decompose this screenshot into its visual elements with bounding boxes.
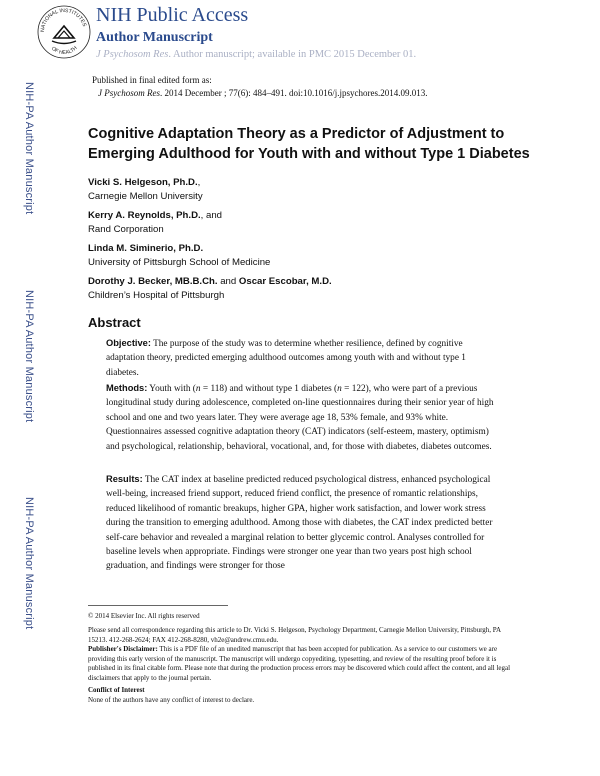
- svg-text:OF HEALTH: [50, 45, 79, 56]
- author-block: [88, 275, 332, 303]
- results-text: The CAT index at baseline predicted reduced psychological distress, enhanced psychological well-being, increased friend support, reduced friend conflict, the presence of romantic relationships, reduced likelihood of romantic breakups, higher GPA, higher work satisfaction, and lower work stress during the transition to emerging adulthood. Among those with diabetes, the CAT index predicted better self-care behavior and revealed a marginal relation to better glycemic control. Analyses controlled for baseline levels when appropriate. Findings were stronger one year than two years post high school graduation, and findings were stronger for those: [106, 475, 493, 572]
- objective-label: Objective:: [106, 338, 151, 348]
- abstract-methods: [106, 381, 498, 454]
- publication-info: [92, 74, 427, 100]
- results-label: Results:: [106, 474, 143, 484]
- methods-text: = 122), who were part of a previous longitudinal study during adolescence, completed on-line questionnaires during their senior year of high school and one and two years later. They were average age 18, 53% female, and 93% white. Questionnaires assessed cognitive adaptation theory (CAT) indicators (self-esteem, mastery, optimism) and psychological, relationship, behavioral, vocational, and, for those with diabetes, diabetes outcomes.: [106, 384, 494, 452]
- author-name: Oscar Escobar, M.D.: [238, 276, 332, 287]
- author-block: [88, 209, 222, 237]
- methods-text: Youth with (: [147, 384, 196, 394]
- coi-heading-text: Conflict of Interest: [88, 686, 145, 694]
- methods-n: n: [337, 384, 342, 394]
- availability-note: [96, 49, 416, 60]
- footnote-divider: [88, 605, 228, 606]
- abstract-objective: [106, 336, 498, 380]
- author-suffix: and: [217, 276, 239, 287]
- conflict-heading: [88, 686, 512, 696]
- methods-n: n: [195, 384, 201, 394]
- citation-text: . 2014 December ; 77(6): 484–491. doi:10.1016/j.jpsychores.2014.09.013.: [159, 88, 428, 98]
- methods-label: Methods:: [106, 383, 148, 393]
- sidebar-label: NIH-PA Author Manuscript: [23, 82, 35, 215]
- sidebar: [0, 0, 38, 776]
- abstract-heading: Abstract: [88, 315, 141, 330]
- author-name: Linda M. Siminerio, Ph.D.: [88, 243, 204, 254]
- author-affiliation: Carnegie Mellon University: [88, 191, 203, 202]
- author-suffix: , and: [200, 210, 223, 221]
- nih-seal-logo-icon: [36, 4, 92, 60]
- objective-text: The purpose of the study was to determine whether resilience, defined by cognitive adaptation theory, predicted emerging adulthood outcomes among youth with and without type 1 diabetes.: [106, 339, 466, 378]
- citation-journal: J Psychosom Res: [98, 88, 160, 98]
- author-block: [88, 176, 203, 204]
- logo-text-bottom: OF HEALTH: [49, 45, 79, 57]
- header-subtitle: Author Manuscript: [96, 30, 213, 45]
- author-suffix: ,: [197, 177, 201, 188]
- logo-text-top: NATIONAL INSTITUTES: [39, 7, 88, 33]
- author-block: [88, 242, 270, 270]
- correspondence: Please send all correspondence regarding this article to Dr. Vicki S. Helgeson, Psychology Department, Carnegie Mellon University, Pittsburgh, PA 15213. 412-268-2624; FAX 412-268-8280, vh2e@andrew.cmu.edu.: [88, 626, 501, 644]
- sidebar-label: NIH-PA Author Manuscript: [23, 497, 35, 630]
- disclaimer-label: Publisher's Disclaimer:: [88, 645, 158, 653]
- conflict-text: None of the authors have any conflict of interest to declare.: [88, 696, 255, 704]
- header-title: NIH Public Access: [96, 4, 249, 26]
- author-name: Kerry A. Reynolds, Ph.D.: [88, 210, 201, 221]
- abstract-results: [106, 472, 498, 574]
- availability-text: . Author manuscript; available in PMC 2015 December 01.: [168, 49, 417, 60]
- copyright: © 2014 Elsevier Inc. All rights reserved: [88, 612, 200, 620]
- publisher-disclaimer: [88, 645, 512, 683]
- methods-text: = 118) and without type 1 diabetes (: [200, 384, 338, 394]
- citation-line: [92, 87, 427, 100]
- published-line: Published in final edited form as:: [92, 75, 212, 85]
- sidebar-label: NIH-PA Author Manuscript: [23, 290, 35, 423]
- author-name: Dorothy J. Becker, MB.B.Ch.: [88, 276, 218, 287]
- article-title: Cognitive Adaptation Theory as a Predictor of Adjustment to Emerging Adulthood for Youth with and without Type 1 Diabetes: [88, 126, 530, 162]
- author-affiliation: University of Pittsburgh School of Medicine: [88, 257, 271, 268]
- disclaimer-text: This is a PDF file of an unedited manuscript that has been accepted for publication. As a service to our customers we are providing this early version of the manuscript. The manuscript will undergo copyediting, typesetting, and review of the resulting proof before it is published in its final citable form. Please note that during the production process errors may be discovered which could affect the content, and all legal disclaimers that apply to the journal pertain.: [88, 645, 511, 682]
- author-name: Vicki S. Helgeson, Ph.D.: [88, 177, 198, 188]
- author-affiliation: Rand Corporation: [88, 224, 164, 235]
- journal-abbrev: J Psychosom Res: [96, 49, 169, 60]
- author-affiliation: Children’s Hospital of Pittsburgh: [88, 290, 225, 301]
